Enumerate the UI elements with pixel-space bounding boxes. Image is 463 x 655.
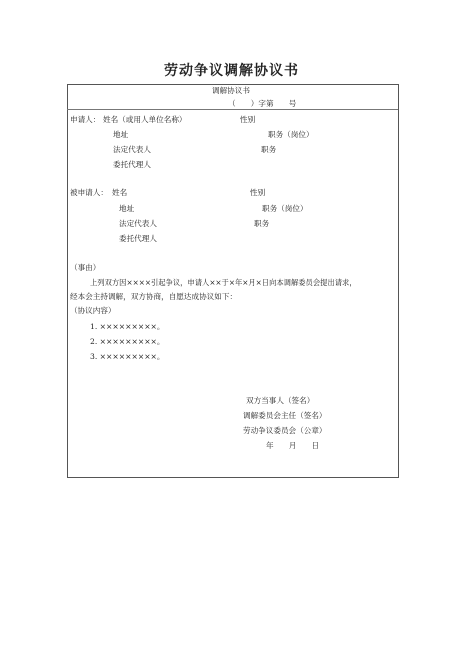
respondent-legal-rep-position-field: 职务 [254, 219, 270, 228]
header-separator [67, 109, 398, 110]
respondent-legal-rep-field: 法定代表人 [119, 219, 157, 228]
matter-text-line-1: 上列双方因××××引起争议，申请人××于×年×月×日向本调解委员会提出请求， [90, 278, 357, 287]
document-title: 劳动争议调解协议书 [164, 63, 299, 79]
respondent-label: 被申请人： [70, 188, 108, 197]
form-heading: 调解协议书 [212, 86, 250, 95]
respondent-gender-field: 性别 [250, 188, 266, 197]
applicant-name-field: 姓名（或用人单位名称） [103, 115, 187, 124]
applicant-legal-rep-position-field: 职务 [261, 145, 277, 154]
document-number-line: （ ）字第 号 [228, 99, 297, 108]
date-line: 年 月 日 [266, 441, 320, 450]
agreement-heading: （协议内容） [70, 306, 116, 315]
respondent-position-field: 职务（岗位） [262, 204, 308, 213]
applicant-label: 申请人： [70, 115, 101, 124]
applicant-address-field: 地址 [113, 130, 129, 139]
matter-text-line-2: 经本会主持调解，双方协商，自愿达成协议如下： [70, 292, 238, 301]
agreement-item: 1. ×××××××××。 [90, 322, 165, 331]
agreement-item: 3. ×××××××××。 [90, 352, 165, 361]
respondent-agent-field: 委托代理人 [119, 234, 157, 243]
agreement-item: 2. ×××××××××。 [90, 337, 165, 346]
parties-signature-line: 双方当事人（签名） [246, 396, 315, 405]
applicant-position-field: 职务（岗位） [268, 130, 314, 139]
director-signature-line: 调解委员会主任（签名） [243, 411, 327, 420]
respondent-name-field: 姓名 [112, 188, 128, 197]
matter-heading: （事由） [70, 263, 101, 272]
committee-seal-line: 劳动争议委员会（公章） [243, 426, 327, 435]
applicant-agent-field: 委托代理人 [113, 160, 151, 169]
applicant-legal-rep-field: 法定代表人 [113, 145, 151, 154]
applicant-gender-field: 性别 [240, 115, 256, 124]
respondent-address-field: 地址 [119, 204, 135, 213]
